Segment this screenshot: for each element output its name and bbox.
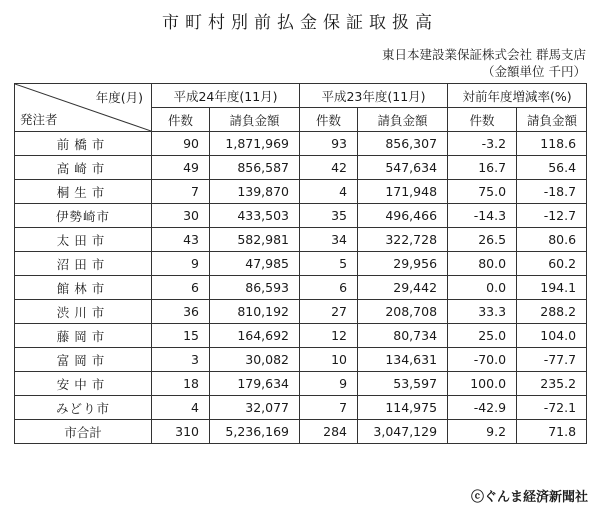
count-fy23: 7 xyxy=(300,396,358,420)
amount-header: 請負金額 xyxy=(210,108,300,132)
count-change-rate: 16.7 xyxy=(448,156,517,180)
amount-fy23: 547,634 xyxy=(358,156,448,180)
count-fy23: 5 xyxy=(300,252,358,276)
table-row xyxy=(15,300,587,324)
amount-fy23: 171,948 xyxy=(358,180,448,204)
table-row xyxy=(15,348,587,372)
count-change-rate: -14.3 xyxy=(448,204,517,228)
count-fy23: 34 xyxy=(300,228,358,252)
count-fy24: 3 xyxy=(152,348,210,372)
count-fy23: 42 xyxy=(300,156,358,180)
amount-header: 請負金額 xyxy=(358,108,448,132)
amount-fy24: 164,692 xyxy=(210,324,300,348)
municipality-name: 館林市 xyxy=(15,276,152,300)
count-change-rate: -70.0 xyxy=(448,348,517,372)
table-row xyxy=(15,396,587,420)
amount-change-rate: 235.2 xyxy=(517,372,587,396)
count-fy24: 7 xyxy=(152,180,210,204)
amount-change-rate: 104.0 xyxy=(517,324,587,348)
municipality-name: 桐生市 xyxy=(15,180,152,204)
amount-change-rate: -72.1 xyxy=(517,396,587,420)
count-fy23: 9 xyxy=(300,372,358,396)
fy24-header: 平成24年度(11月) xyxy=(152,84,300,108)
count-fy23: 10 xyxy=(300,348,358,372)
count-header: 件数 xyxy=(448,108,517,132)
corner-header-cell xyxy=(15,84,152,132)
amount-fy24: 30,082 xyxy=(210,348,300,372)
municipality-name: 藤岡市 xyxy=(15,324,152,348)
amount-fy23: 114,975 xyxy=(358,396,448,420)
amount-fy24: 139,870 xyxy=(210,180,300,204)
source-label: 東日本建設業保証株式会社 群馬支店 xyxy=(382,47,586,62)
count-header: 件数 xyxy=(300,108,358,132)
count-fy23: 27 xyxy=(300,300,358,324)
count-fy24: 36 xyxy=(152,300,210,324)
count-fy24: 49 xyxy=(152,156,210,180)
table-row xyxy=(15,252,587,276)
count-change-rate: -42.9 xyxy=(448,396,517,420)
amount-fy24: 47,985 xyxy=(210,252,300,276)
orderer-header: 発注者 xyxy=(20,112,58,127)
count-fy24: 43 xyxy=(152,228,210,252)
municipality-name: 太田市 xyxy=(15,228,152,252)
table-row xyxy=(15,276,587,300)
change-rate-header: 対前年度増減率(%) xyxy=(448,84,587,108)
count-change-rate: 0.0 xyxy=(448,276,517,300)
count-change-rate: 25.0 xyxy=(448,324,517,348)
amount-change-rate: 71.8 xyxy=(517,420,587,444)
municipality-name: 前橋市 xyxy=(15,132,152,156)
count-fy23: 4 xyxy=(300,180,358,204)
table-row xyxy=(15,132,587,156)
count-fy24: 4 xyxy=(152,396,210,420)
count-change-rate: 75.0 xyxy=(448,180,517,204)
amount-change-rate: -77.7 xyxy=(517,348,587,372)
municipality-name: 市合計 xyxy=(15,420,152,444)
total-row xyxy=(15,420,587,444)
fy23-header: 平成23年度(11月) xyxy=(300,84,448,108)
table-row xyxy=(15,372,587,396)
amount-fy23: 29,956 xyxy=(358,252,448,276)
count-header: 件数 xyxy=(152,108,210,132)
count-change-rate: 9.2 xyxy=(448,420,517,444)
amount-fy23: 208,708 xyxy=(358,300,448,324)
amount-header: 請負金額 xyxy=(517,108,587,132)
amount-change-rate: 118.6 xyxy=(517,132,587,156)
count-fy24: 310 xyxy=(152,420,210,444)
amount-fy23: 3,047,129 xyxy=(358,420,448,444)
copyright-label: ⓒぐんま経済新聞社 xyxy=(470,490,588,505)
table-row xyxy=(15,204,587,228)
amount-change-rate: 56.4 xyxy=(517,156,587,180)
amount-fy24: 433,503 xyxy=(210,204,300,228)
count-change-rate: 26.5 xyxy=(448,228,517,252)
table-row xyxy=(15,180,587,204)
amount-fy23: 80,734 xyxy=(358,324,448,348)
table-row xyxy=(15,156,587,180)
count-fy24: 30 xyxy=(152,204,210,228)
amount-fy24: 5,236,169 xyxy=(210,420,300,444)
amount-change-rate: 80.6 xyxy=(517,228,587,252)
count-change-rate: -3.2 xyxy=(448,132,517,156)
amount-fy23: 856,307 xyxy=(358,132,448,156)
count-change-rate: 33.3 xyxy=(448,300,517,324)
municipality-name: 沼田市 xyxy=(15,252,152,276)
amount-fy24: 810,192 xyxy=(210,300,300,324)
count-fy24: 9 xyxy=(152,252,210,276)
count-fy23: 6 xyxy=(300,276,358,300)
year-month-header: 年度(月) xyxy=(95,90,143,105)
amount-fy24: 86,593 xyxy=(210,276,300,300)
amount-change-rate: 60.2 xyxy=(517,252,587,276)
amount-fy23: 496,466 xyxy=(358,204,448,228)
amount-fy24: 582,981 xyxy=(210,228,300,252)
count-fy23: 284 xyxy=(300,420,358,444)
amount-fy23: 134,631 xyxy=(358,348,448,372)
table-row xyxy=(15,324,587,348)
count-fy23: 93 xyxy=(300,132,358,156)
count-fy24: 90 xyxy=(152,132,210,156)
amount-fy24: 32,077 xyxy=(210,396,300,420)
table-body xyxy=(15,132,587,420)
amount-change-rate: -12.7 xyxy=(517,204,587,228)
municipality-name: 渋川市 xyxy=(15,300,152,324)
guarantee-table xyxy=(14,83,587,444)
count-fy23: 35 xyxy=(300,204,358,228)
table-row xyxy=(15,228,587,252)
amount-change-rate: -18.7 xyxy=(517,180,587,204)
amount-fy23: 322,728 xyxy=(358,228,448,252)
municipality-name: 高崎市 xyxy=(15,156,152,180)
page-title: 市町村別前払金保証取扱高 xyxy=(162,13,438,33)
municipality-name: 伊勢崎市 xyxy=(15,204,152,228)
count-change-rate: 100.0 xyxy=(448,372,517,396)
unit-label: （金額単位 千円） xyxy=(482,64,586,79)
count-change-rate: 80.0 xyxy=(448,252,517,276)
amount-fy24: 856,587 xyxy=(210,156,300,180)
municipality-name: みどり市 xyxy=(15,396,152,420)
amount-fy23: 53,597 xyxy=(358,372,448,396)
amount-fy23: 29,442 xyxy=(358,276,448,300)
municipality-name: 富岡市 xyxy=(15,348,152,372)
amount-change-rate: 288.2 xyxy=(517,300,587,324)
count-fy24: 6 xyxy=(152,276,210,300)
municipality-name: 安中市 xyxy=(15,372,152,396)
amount-change-rate: 194.1 xyxy=(517,276,587,300)
amount-fy24: 179,634 xyxy=(210,372,300,396)
amount-fy24: 1,871,969 xyxy=(210,132,300,156)
count-fy24: 15 xyxy=(152,324,210,348)
count-fy23: 12 xyxy=(300,324,358,348)
count-fy24: 18 xyxy=(152,372,210,396)
